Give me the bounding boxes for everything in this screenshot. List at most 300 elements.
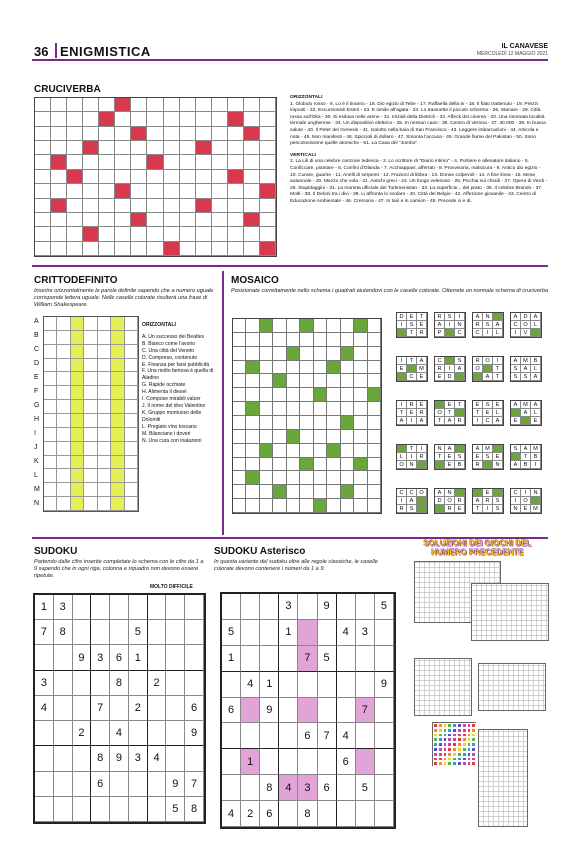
mosaico-cell[interactable] — [287, 347, 300, 361]
mosaico-cell[interactable] — [300, 388, 313, 402]
sudoku-cell[interactable] — [148, 721, 167, 746]
crittodefinito-cell[interactable] — [98, 317, 111, 331]
crittodefinito-cell[interactable] — [111, 317, 124, 331]
crittodefinito-cell[interactable] — [125, 428, 138, 442]
crossword-cell[interactable] — [212, 155, 228, 169]
mosaico-cell[interactable] — [260, 416, 273, 430]
sudoku-cell[interactable] — [148, 797, 167, 822]
crossword-cell[interactable] — [51, 184, 67, 198]
crittodefinito-cell[interactable] — [111, 469, 124, 483]
crossword-cell[interactable] — [83, 184, 99, 198]
crittodefinito-cell[interactable] — [57, 414, 70, 428]
crossword-cell[interactable] — [196, 242, 212, 256]
crossword-cell[interactable] — [147, 213, 163, 227]
crossword-grid[interactable] — [34, 97, 277, 257]
crossword-cell[interactable] — [99, 242, 115, 256]
crittodefinito-cell[interactable] — [71, 428, 84, 442]
crittodefinito-cell[interactable] — [84, 456, 97, 470]
mosaico-cell[interactable] — [300, 458, 313, 472]
crossword-cell[interactable] — [228, 127, 244, 141]
crittodefinito-cell[interactable] — [98, 359, 111, 373]
crittodefinito-cell[interactable] — [84, 414, 97, 428]
sudoku-cell[interactable] — [356, 723, 375, 749]
sudoku-cell[interactable] — [129, 797, 148, 822]
sudoku-cell[interactable] — [73, 671, 92, 696]
crittodefinito-cell[interactable] — [98, 414, 111, 428]
mosaico-cell[interactable] — [368, 388, 381, 402]
crittodefinito-cell[interactable] — [84, 428, 97, 442]
mosaico-cell[interactable] — [300, 402, 313, 416]
crittodefinito-cell[interactable] — [44, 359, 57, 373]
sudoku-cell[interactable] — [222, 775, 241, 801]
crossword-cell[interactable] — [180, 141, 196, 155]
mosaico-tile[interactable] — [510, 400, 542, 426]
crossword-cell[interactable] — [67, 141, 83, 155]
mosaico-cell[interactable] — [354, 458, 367, 472]
crittodefinito-cell[interactable] — [98, 469, 111, 483]
mosaico-cell[interactable] — [246, 361, 259, 375]
crittodefinito-cell[interactable] — [44, 456, 57, 470]
crittodefinito-cell[interactable] — [44, 331, 57, 345]
sudoku-cell[interactable] — [241, 594, 260, 620]
sudoku-cell[interactable] — [222, 594, 241, 620]
crittodefinito-cell[interactable] — [71, 483, 84, 497]
mosaico-cell[interactable] — [354, 416, 367, 430]
sudoku-cell[interactable] — [35, 797, 54, 822]
crossword-cell[interactable] — [99, 199, 115, 213]
mosaico-tile[interactable] — [510, 444, 542, 470]
sudoku-cell[interactable] — [54, 772, 73, 797]
sudoku-cell[interactable] — [129, 671, 148, 696]
mosaico-cell[interactable] — [246, 444, 259, 458]
crittodefinito-cell[interactable] — [71, 400, 84, 414]
mosaico-cell[interactable] — [341, 458, 354, 472]
crittodefinito-cell[interactable] — [125, 345, 138, 359]
crossword-cell[interactable] — [147, 141, 163, 155]
crossword-cell[interactable] — [196, 227, 212, 241]
crittodefinito-cell[interactable] — [98, 456, 111, 470]
mosaico-cell[interactable] — [354, 361, 367, 375]
crittodefinito-cell[interactable] — [111, 331, 124, 345]
crossword-cell[interactable] — [51, 98, 67, 112]
crossword-cell[interactable] — [35, 155, 51, 169]
crossword-cell[interactable] — [244, 141, 260, 155]
sudoku-cell[interactable] — [54, 645, 73, 670]
sudoku-cell[interactable] — [54, 797, 73, 822]
crossword-cell[interactable] — [228, 155, 244, 169]
sudoku-cell[interactable] — [298, 594, 317, 620]
crossword-cell[interactable] — [228, 213, 244, 227]
sudoku-cell[interactable] — [166, 595, 185, 620]
crittodefinito-cell[interactable] — [125, 414, 138, 428]
sudoku-cell[interactable] — [279, 646, 298, 672]
crittodefinito-cell[interactable] — [84, 386, 97, 400]
mosaico-cell[interactable] — [273, 319, 286, 333]
sudoku-cell[interactable] — [279, 723, 298, 749]
crossword-cell[interactable] — [260, 170, 276, 184]
sudoku-cell[interactable] — [35, 772, 54, 797]
sudoku-cell[interactable] — [110, 772, 129, 797]
crittodefinito-cell[interactable] — [98, 345, 111, 359]
crossword-cell[interactable] — [260, 199, 276, 213]
crittodefinito-cell[interactable] — [71, 442, 84, 456]
mosaico-cell[interactable] — [314, 374, 327, 388]
mosaico-cell[interactable] — [327, 485, 340, 499]
crossword-cell[interactable] — [244, 199, 260, 213]
crossword-cell[interactable] — [67, 227, 83, 241]
mosaico-cell[interactable] — [300, 485, 313, 499]
crittodefinito-cell[interactable] — [84, 359, 97, 373]
crittodefinito-cell[interactable] — [44, 442, 57, 456]
sudoku-cell[interactable] — [337, 672, 356, 698]
crossword-cell[interactable] — [196, 213, 212, 227]
crossword-cell[interactable] — [180, 98, 196, 112]
mosaico-cell[interactable] — [341, 333, 354, 347]
mosaico-grid[interactable] — [232, 318, 382, 514]
crossword-cell[interactable] — [228, 98, 244, 112]
mosaico-cell[interactable] — [354, 444, 367, 458]
crittodefinito-cell[interactable] — [44, 469, 57, 483]
crittodefinito-cell[interactable] — [84, 442, 97, 456]
mosaico-cell[interactable] — [341, 416, 354, 430]
sudoku-cell[interactable] — [375, 801, 394, 827]
sudoku-cell[interactable] — [91, 620, 110, 645]
crossword-cell[interactable] — [131, 98, 147, 112]
crossword-cell[interactable] — [99, 98, 115, 112]
crossword-cell[interactable] — [83, 242, 99, 256]
mosaico-cell[interactable] — [287, 402, 300, 416]
crittodefinito-cell[interactable] — [84, 317, 97, 331]
crittodefinito-cell[interactable] — [44, 386, 57, 400]
mosaico-cell[interactable] — [368, 471, 381, 485]
sudoku-cell[interactable] — [129, 721, 148, 746]
crittodefinito-cell[interactable] — [84, 483, 97, 497]
mosaico-tile[interactable] — [434, 356, 466, 382]
crittodefinito-grid[interactable] — [43, 316, 139, 512]
crittodefinito-cell[interactable] — [44, 497, 57, 511]
crittodefinito-cell[interactable] — [111, 483, 124, 497]
crittodefinito-cell[interactable] — [57, 469, 70, 483]
crossword-cell[interactable] — [67, 98, 83, 112]
crittodefinito-cell[interactable] — [57, 442, 70, 456]
mosaico-cell[interactable] — [341, 361, 354, 375]
sudoku-cell[interactable] — [73, 772, 92, 797]
mosaico-tile[interactable] — [396, 400, 428, 426]
mosaico-cell[interactable] — [260, 430, 273, 444]
crossword-cell[interactable] — [180, 127, 196, 141]
crossword-cell[interactable] — [115, 141, 131, 155]
sudoku-cell[interactable] — [148, 620, 167, 645]
mosaico-cell[interactable] — [314, 471, 327, 485]
crossword-cell[interactable] — [212, 127, 228, 141]
crossword-cell[interactable] — [51, 127, 67, 141]
crittodefinito-cell[interactable] — [44, 414, 57, 428]
crittodefinito-cell[interactable] — [125, 456, 138, 470]
mosaico-cell[interactable] — [314, 402, 327, 416]
mosaico-cell[interactable] — [341, 444, 354, 458]
mosaico-cell[interactable] — [273, 388, 286, 402]
crossword-cell[interactable] — [196, 127, 212, 141]
mosaico-tile[interactable] — [434, 488, 466, 514]
mosaico-tile[interactable] — [472, 356, 504, 382]
crossword-cell[interactable] — [180, 242, 196, 256]
crossword-cell[interactable] — [131, 170, 147, 184]
mosaico-tile[interactable] — [396, 312, 428, 338]
mosaico-cell[interactable] — [260, 485, 273, 499]
mosaico-cell[interactable] — [327, 402, 340, 416]
sudoku-cell[interactable] — [318, 749, 337, 775]
mosaico-cell[interactable] — [327, 333, 340, 347]
sudoku-cell[interactable] — [73, 746, 92, 771]
mosaico-cell[interactable] — [273, 430, 286, 444]
mosaico-cell[interactable] — [314, 485, 327, 499]
crittodefinito-cell[interactable] — [111, 428, 124, 442]
crittodefinito-cell[interactable] — [111, 442, 124, 456]
sudoku-cell[interactable] — [54, 721, 73, 746]
sudoku-cell[interactable] — [185, 671, 204, 696]
mosaico-cell[interactable] — [354, 347, 367, 361]
mosaico-cell[interactable] — [287, 361, 300, 375]
crittodefinito-cell[interactable] — [71, 317, 84, 331]
mosaico-cell[interactable] — [354, 333, 367, 347]
crossword-cell[interactable] — [180, 184, 196, 198]
sudoku-cell[interactable] — [110, 620, 129, 645]
mosaico-cell[interactable] — [314, 416, 327, 430]
crittodefinito-cell[interactable] — [98, 483, 111, 497]
crittodefinito-cell[interactable] — [125, 400, 138, 414]
crossword-cell[interactable] — [164, 227, 180, 241]
crittodefinito-cell[interactable] — [57, 317, 70, 331]
sudoku-cell[interactable] — [185, 620, 204, 645]
mosaico-cell[interactable] — [354, 485, 367, 499]
mosaico-cell[interactable] — [233, 416, 246, 430]
crossword-cell[interactable] — [35, 213, 51, 227]
mosaico-cell[interactable] — [327, 444, 340, 458]
crittodefinito-cell[interactable] — [84, 469, 97, 483]
crittodefinito-cell[interactable] — [71, 497, 84, 511]
crittodefinito-cell[interactable] — [125, 497, 138, 511]
crossword-cell[interactable] — [244, 112, 260, 126]
sudoku-cell[interactable] — [222, 723, 241, 749]
mosaico-cell[interactable] — [246, 374, 259, 388]
mosaico-cell[interactable] — [273, 499, 286, 513]
sudoku-cell[interactable] — [337, 594, 356, 620]
crossword-cell[interactable] — [51, 170, 67, 184]
mosaico-cell[interactable] — [354, 402, 367, 416]
crossword-cell[interactable] — [83, 155, 99, 169]
sudoku-asterisco-grid[interactable] — [220, 592, 396, 829]
mosaico-cell[interactable] — [327, 416, 340, 430]
crossword-cell[interactable] — [228, 227, 244, 241]
mosaico-cell[interactable] — [287, 333, 300, 347]
crossword-cell[interactable] — [99, 184, 115, 198]
crittodefinito-cell[interactable] — [111, 456, 124, 470]
crossword-cell[interactable] — [164, 155, 180, 169]
crossword-cell[interactable] — [180, 227, 196, 241]
mosaico-cell[interactable] — [327, 319, 340, 333]
mosaico-cell[interactable] — [300, 499, 313, 513]
sudoku-cell[interactable] — [260, 723, 279, 749]
mosaico-cell[interactable] — [287, 416, 300, 430]
sudoku-cell[interactable] — [356, 801, 375, 827]
sudoku-cell[interactable] — [318, 620, 337, 646]
crossword-cell[interactable] — [115, 242, 131, 256]
mosaico-cell[interactable] — [341, 347, 354, 361]
crossword-cell[interactable] — [212, 184, 228, 198]
crittodefinito-cell[interactable] — [98, 497, 111, 511]
mosaico-cell[interactable] — [287, 388, 300, 402]
sudoku-cell[interactable] — [241, 698, 260, 724]
crittodefinito-cell[interactable] — [57, 400, 70, 414]
crossword-cell[interactable] — [67, 112, 83, 126]
crossword-cell[interactable] — [67, 199, 83, 213]
mosaico-tile[interactable] — [396, 356, 428, 382]
mosaico-cell[interactable] — [233, 471, 246, 485]
sudoku-cell[interactable] — [129, 595, 148, 620]
crossword-cell[interactable] — [67, 127, 83, 141]
mosaico-cell[interactable] — [260, 319, 273, 333]
mosaico-cell[interactable] — [246, 458, 259, 472]
crittodefinito-cell[interactable] — [111, 497, 124, 511]
mosaico-cell[interactable] — [287, 374, 300, 388]
crittodefinito-cell[interactable] — [57, 497, 70, 511]
crittodefinito-cell[interactable] — [44, 428, 57, 442]
crossword-cell[interactable] — [115, 127, 131, 141]
sudoku-cell[interactable] — [91, 671, 110, 696]
mosaico-tile[interactable] — [472, 312, 504, 338]
crittodefinito-cell[interactable] — [44, 483, 57, 497]
mosaico-cell[interactable] — [354, 499, 367, 513]
crossword-cell[interactable] — [131, 112, 147, 126]
mosaico-tile[interactable] — [510, 356, 542, 382]
crossword-cell[interactable] — [115, 227, 131, 241]
crossword-cell[interactable] — [147, 112, 163, 126]
mosaico-cell[interactable] — [233, 402, 246, 416]
mosaico-cell[interactable] — [246, 471, 259, 485]
mosaico-cell[interactable] — [368, 444, 381, 458]
crittodefinito-cell[interactable] — [111, 372, 124, 386]
sudoku-grid[interactable] — [33, 593, 206, 824]
mosaico-cell[interactable] — [368, 333, 381, 347]
mosaico-cell[interactable] — [341, 402, 354, 416]
mosaico-cell[interactable] — [287, 485, 300, 499]
crossword-cell[interactable] — [260, 155, 276, 169]
mosaico-cell[interactable] — [233, 388, 246, 402]
sudoku-cell[interactable] — [54, 696, 73, 721]
mosaico-cell[interactable] — [260, 361, 273, 375]
mosaico-cell[interactable] — [233, 458, 246, 472]
mosaico-cell[interactable] — [314, 388, 327, 402]
crossword-cell[interactable] — [164, 213, 180, 227]
mosaico-cell[interactable] — [314, 347, 327, 361]
sudoku-cell[interactable] — [298, 698, 317, 724]
mosaico-cell[interactable] — [300, 347, 313, 361]
sudoku-cell[interactable] — [129, 772, 148, 797]
crittodefinito-cell[interactable] — [71, 414, 84, 428]
crittodefinito-cell[interactable] — [57, 345, 70, 359]
sudoku-cell[interactable] — [260, 620, 279, 646]
mosaico-cell[interactable] — [354, 471, 367, 485]
crossword-cell[interactable] — [180, 199, 196, 213]
sudoku-cell[interactable] — [91, 797, 110, 822]
sudoku-cell[interactable] — [356, 749, 375, 775]
crittodefinito-cell[interactable] — [84, 372, 97, 386]
crossword-cell[interactable] — [99, 141, 115, 155]
mosaico-cell[interactable] — [300, 333, 313, 347]
crossword-cell[interactable] — [83, 213, 99, 227]
crossword-cell[interactable] — [212, 170, 228, 184]
mosaico-cell[interactable] — [341, 485, 354, 499]
sudoku-cell[interactable] — [241, 775, 260, 801]
sudoku-cell[interactable] — [91, 721, 110, 746]
crossword-cell[interactable] — [228, 242, 244, 256]
crossword-cell[interactable] — [67, 155, 83, 169]
mosaico-cell[interactable] — [246, 485, 259, 499]
crossword-cell[interactable] — [131, 199, 147, 213]
mosaico-cell[interactable] — [233, 430, 246, 444]
mosaico-cell[interactable] — [233, 347, 246, 361]
sudoku-cell[interactable] — [298, 620, 317, 646]
mosaico-tile[interactable] — [472, 400, 504, 426]
crossword-cell[interactable] — [51, 112, 67, 126]
mosaico-cell[interactable] — [368, 319, 381, 333]
crittodefinito-cell[interactable] — [125, 469, 138, 483]
mosaico-cell[interactable] — [341, 471, 354, 485]
crittodefinito-cell[interactable] — [57, 456, 70, 470]
sudoku-cell[interactable] — [91, 595, 110, 620]
mosaico-cell[interactable] — [327, 374, 340, 388]
mosaico-cell[interactable] — [233, 444, 246, 458]
mosaico-cell[interactable] — [233, 319, 246, 333]
crossword-cell[interactable] — [131, 141, 147, 155]
crossword-cell[interactable] — [99, 227, 115, 241]
sudoku-cell[interactable] — [35, 645, 54, 670]
crittodefinito-cell[interactable] — [125, 442, 138, 456]
crittodefinito-cell[interactable] — [71, 345, 84, 359]
crittodefinito-cell[interactable] — [125, 386, 138, 400]
crossword-cell[interactable] — [180, 155, 196, 169]
crittodefinito-cell[interactable] — [57, 483, 70, 497]
crossword-cell[interactable] — [35, 98, 51, 112]
mosaico-cell[interactable] — [327, 471, 340, 485]
crittodefinito-cell[interactable] — [71, 331, 84, 345]
sudoku-cell[interactable] — [110, 696, 129, 721]
sudoku-cell[interactable] — [318, 801, 337, 827]
mosaico-cell[interactable] — [246, 333, 259, 347]
mosaico-cell[interactable] — [300, 416, 313, 430]
crittodefinito-cell[interactable] — [98, 386, 111, 400]
sudoku-cell[interactable] — [185, 645, 204, 670]
sudoku-cell[interactable] — [260, 749, 279, 775]
mosaico-cell[interactable] — [300, 319, 313, 333]
sudoku-cell[interactable] — [337, 698, 356, 724]
crossword-cell[interactable] — [228, 141, 244, 155]
mosaico-cell[interactable] — [246, 388, 259, 402]
crittodefinito-cell[interactable] — [111, 386, 124, 400]
crittodefinito-cell[interactable] — [44, 317, 57, 331]
sudoku-cell[interactable] — [73, 797, 92, 822]
mosaico-tile[interactable] — [434, 400, 466, 426]
mosaico-cell[interactable] — [300, 430, 313, 444]
mosaico-cell[interactable] — [314, 430, 327, 444]
sudoku-cell[interactable] — [148, 645, 167, 670]
crossword-cell[interactable] — [212, 213, 228, 227]
crittodefinito-cell[interactable] — [71, 469, 84, 483]
mosaico-cell[interactable] — [233, 333, 246, 347]
mosaico-tile[interactable] — [510, 312, 542, 338]
crossword-cell[interactable] — [244, 184, 260, 198]
sudoku-cell[interactable] — [375, 775, 394, 801]
